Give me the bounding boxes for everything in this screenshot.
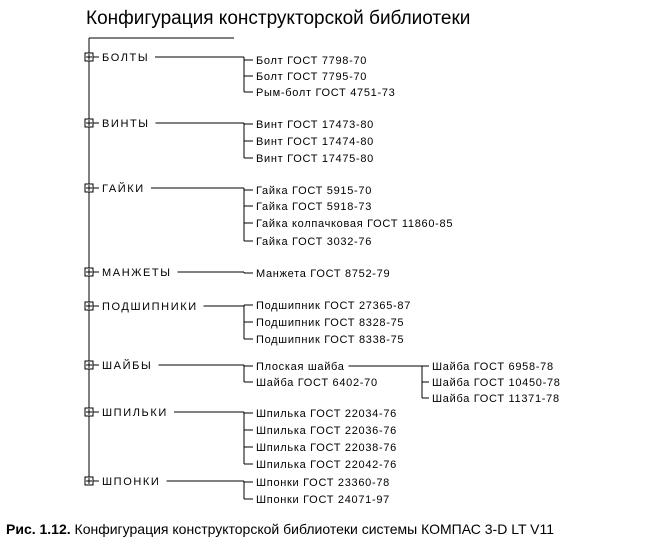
item-label: Подшипник ГОСТ 8328-75: [256, 317, 405, 329]
item-label: Манжета ГОСТ 8752-79: [256, 268, 391, 280]
category-label: ШАЙБЫ: [102, 360, 153, 372]
item-label: Рым-болт ГОСТ 4751-73: [256, 87, 396, 99]
item-label: Подшипник ГОСТ 8338-75: [256, 334, 405, 346]
item-label: Шпилька ГОСТ 22042-76: [256, 459, 397, 471]
item-label: Винт ГОСТ 17474-80: [256, 136, 374, 148]
item-label: Шпилька ГОСТ 22036-76: [256, 425, 397, 437]
item-label: Винт ГОСТ 17475-80: [256, 153, 374, 165]
caption-text: Конфигурация конструкторской библиотеки системы КОМПАС 3-D LT V11: [70, 521, 555, 537]
item-label: Шпонки ГОСТ 23360-78: [256, 477, 390, 489]
caption-prefix: Рис. 1.12.: [6, 521, 71, 537]
item-label: Шпонки ГОСТ 24071-97: [256, 494, 390, 506]
item-label: Плоская шайба: [256, 361, 345, 373]
item-label: Гайка ГОСТ 5915-70: [256, 185, 373, 197]
item-label: Винт ГОСТ 17473-80: [256, 119, 374, 131]
sub-item-label: Шайба ГОСТ 6958-78: [432, 361, 554, 373]
library-tree: [85, 38, 561, 506]
item-label: Болт ГОСТ 7798-70: [256, 55, 368, 67]
item-label: Болт ГОСТ 7795-70: [256, 71, 368, 83]
item-label: Гайка колпачковая ГОСТ 11860-85: [256, 218, 454, 230]
item-label: Шайба ГОСТ 6402-70: [256, 377, 378, 389]
category-label: ВИНТЫ: [102, 118, 150, 130]
category-label: МАНЖЕТЫ: [102, 267, 172, 279]
item-label: Гайка ГОСТ 3032-76: [256, 236, 373, 248]
item-label: Гайка ГОСТ 5918-73: [256, 201, 373, 213]
category-label: ГАЙКИ: [102, 183, 145, 195]
category-label: ПОДШИПНИКИ: [102, 301, 198, 313]
category-label: ШПИЛЬКИ: [102, 407, 168, 419]
diagram-title: Конфигурация конструкторской библиотеки: [86, 8, 471, 29]
sub-item-label: Шайба ГОСТ 10450-78: [432, 377, 561, 389]
category-label: ШПОНКИ: [102, 476, 161, 488]
item-label: Шпилька ГОСТ 22034-76: [256, 408, 397, 420]
category-label: БОЛТЫ: [102, 52, 150, 64]
item-label: Шпилька ГОСТ 22038-76: [256, 442, 397, 454]
figure-caption: [6, 521, 656, 537]
sub-item-label: Шайба ГОСТ 11371-78: [432, 393, 560, 405]
item-label: Подшипник ГОСТ 27365-87: [256, 300, 412, 312]
